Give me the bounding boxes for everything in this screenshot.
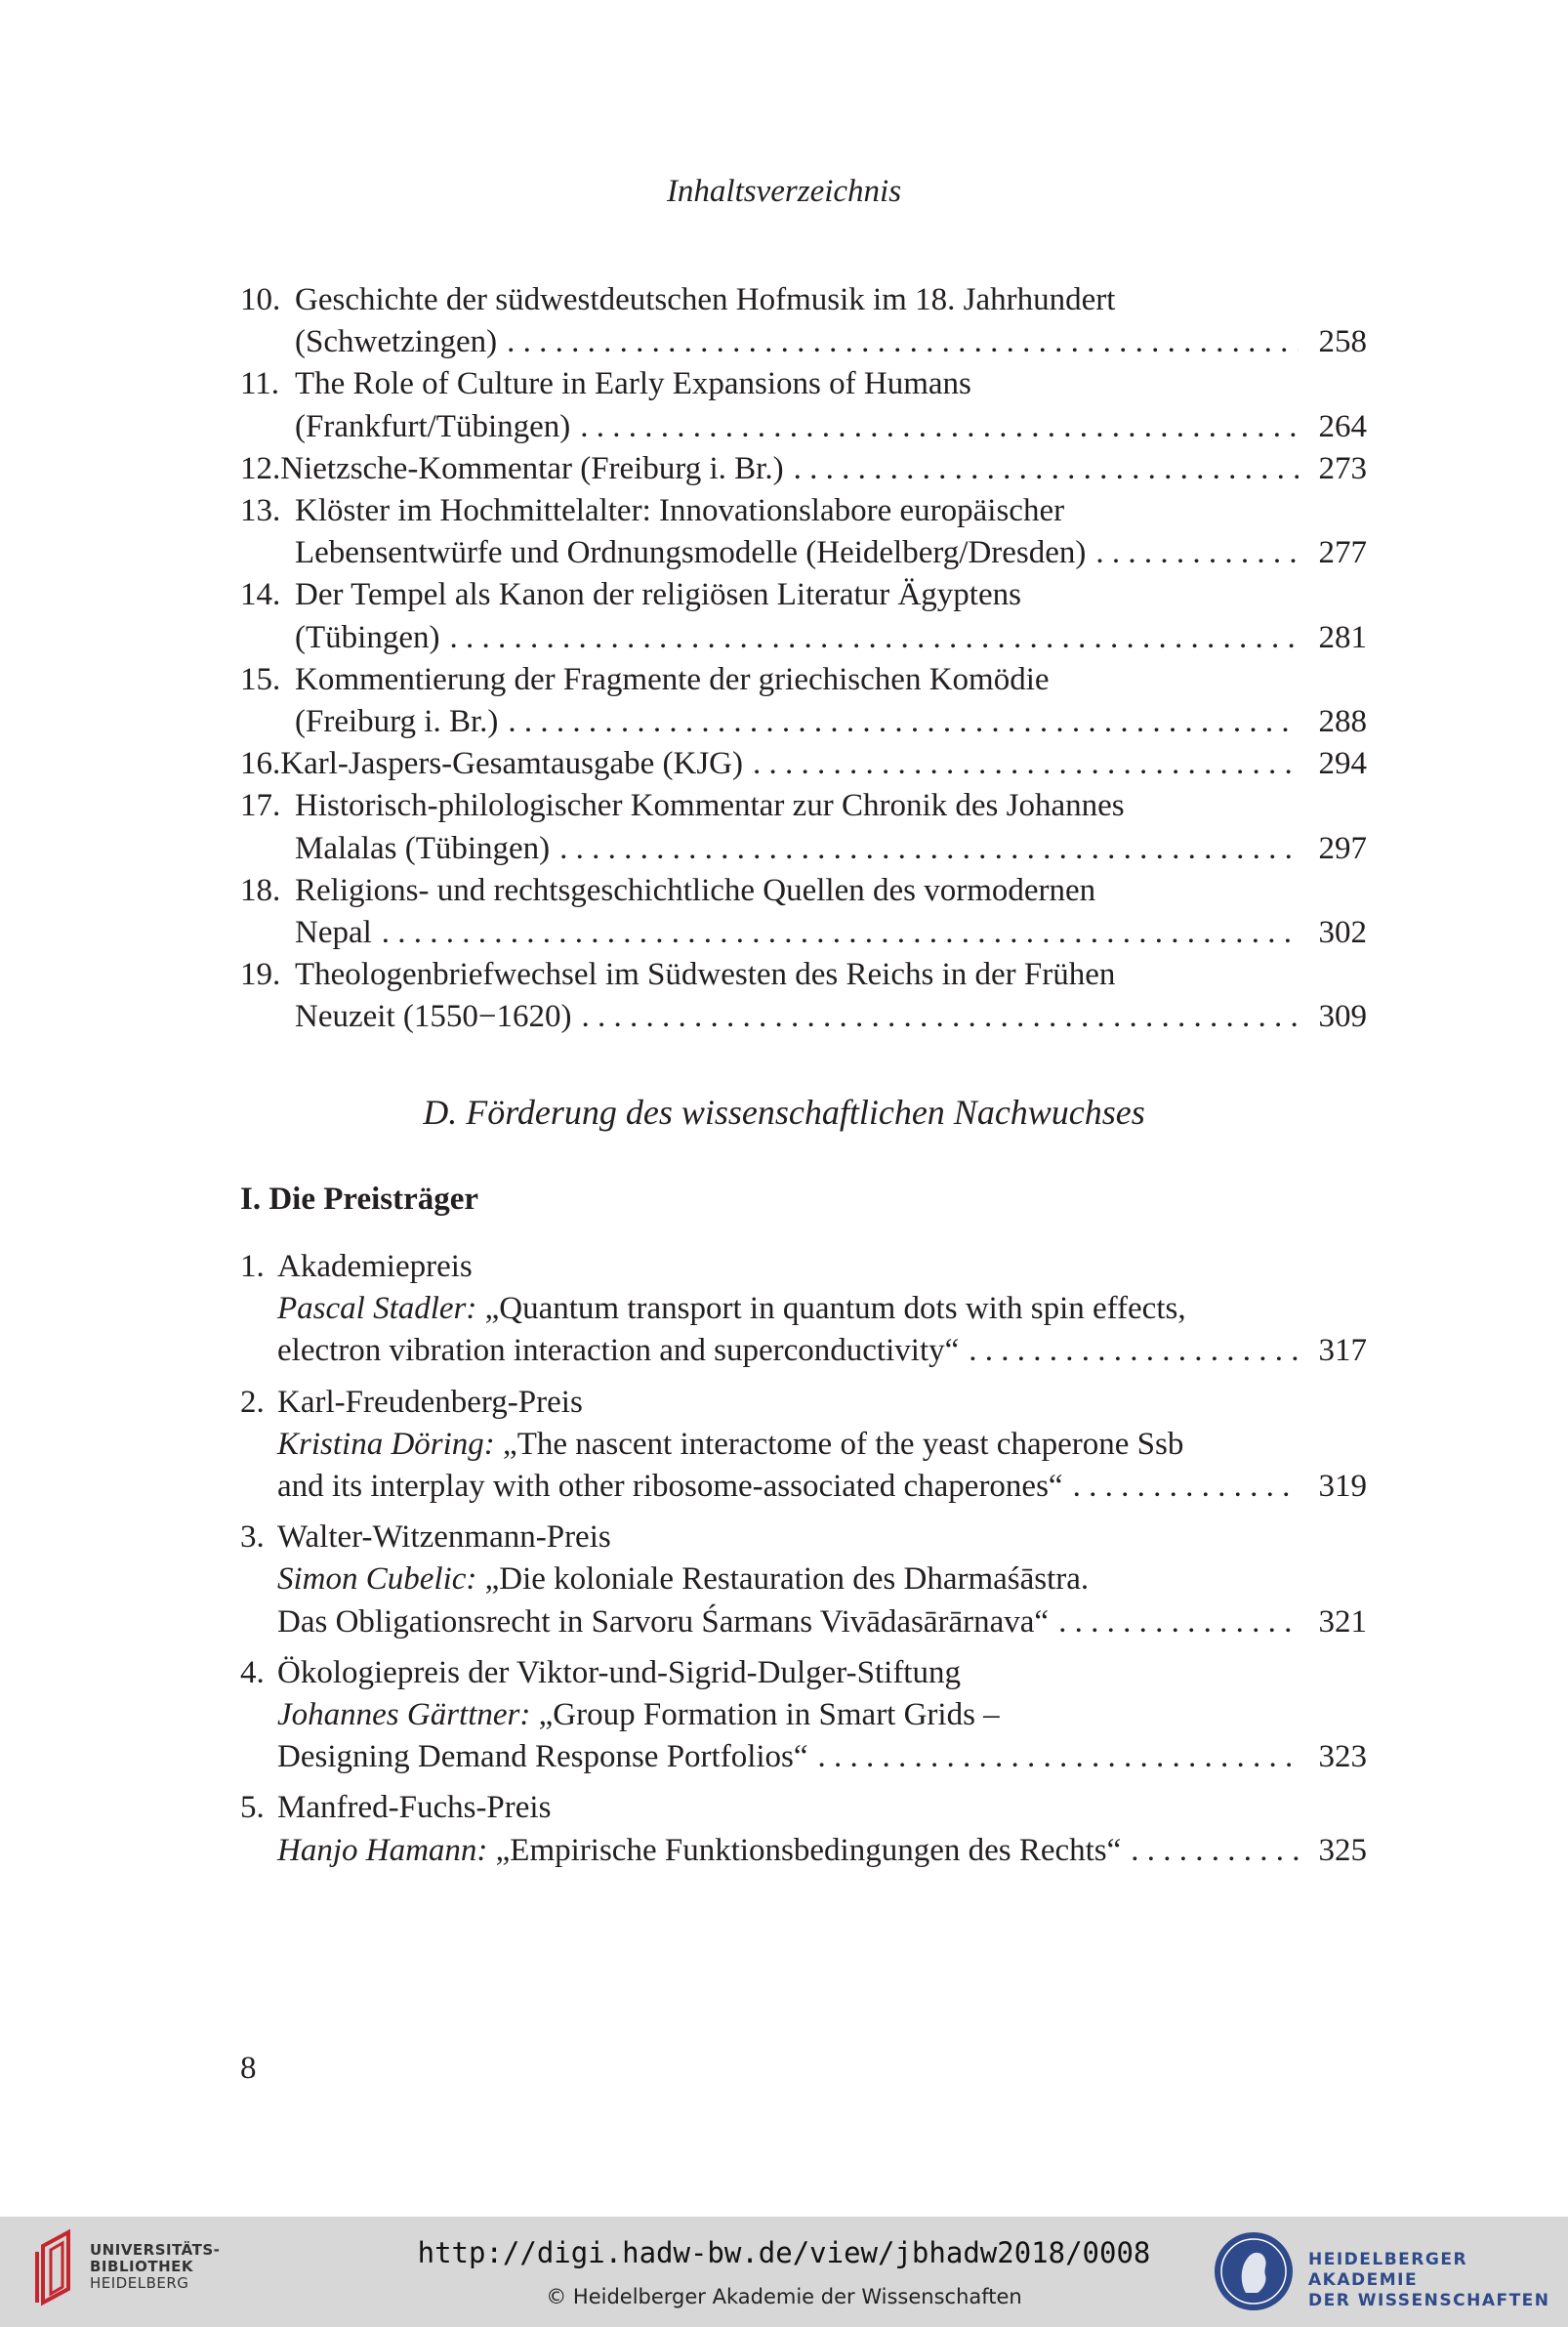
toc-entry[interactable] <box>240 279 1367 363</box>
dot-leader <box>959 1330 1299 1372</box>
prize-work-line <box>277 1558 1367 1600</box>
toc-entry-title: Theologenbriefwechsel im Südwesten des Reichs in der Frühen <box>295 957 1116 993</box>
toc-entry-number: 10. <box>240 282 281 317</box>
toc-entry-title: Nietzsche-Kommentar (Freiburg i. Br.) <box>280 450 784 486</box>
dot-leader <box>1049 1601 1299 1643</box>
academy-name-line-2: DER WISSENSCHAFTEN <box>1308 2291 1550 2310</box>
toc-entry-number: 16. <box>240 746 281 782</box>
library-name-line-2: BIBLIOTHEK <box>90 2258 193 2275</box>
toc-page-number: 258 <box>1318 324 1367 360</box>
dot-leader <box>372 912 1299 954</box>
prize-author: Hanjo Hamann: <box>277 1832 488 1868</box>
prize-body <box>240 1288 1367 1372</box>
toc-entry-title: Klöster im Hochmittelalter: Innovationslabore europäischer <box>295 493 1065 529</box>
toc-entry-last-line <box>240 448 1367 490</box>
toc-entry-title: Neuzeit (1550−1620) <box>295 999 572 1035</box>
dot-leader <box>1086 532 1299 574</box>
prize-title: Ökologiepreis der Viktor-und-Sigrid-Dulger-Stiftung <box>277 1654 961 1690</box>
toc-entry-line <box>240 785 1367 827</box>
page-number: 8 <box>240 2051 257 2086</box>
toc-entry-title: Karl-Jaspers-Gesamtausgabe (KJG) <box>280 746 743 782</box>
dot-leader <box>571 996 1299 1038</box>
prize-work-title: Designing Demand Response Portfolios“ <box>277 1739 808 1775</box>
prize-number: 5. <box>240 1790 265 1826</box>
toc-entry[interactable] <box>240 870 1367 954</box>
prize-title: Manfred-Fuchs-Preis <box>277 1790 552 1826</box>
prize-work-title: electron vibration interaction and superconductivity“ <box>277 1333 960 1369</box>
dot-leader <box>498 701 1299 743</box>
toc-entry[interactable] <box>240 743 1367 785</box>
prize-page-number: 323 <box>1318 1739 1367 1775</box>
toc-entry-number: 19. <box>240 957 281 993</box>
prize-list <box>240 1246 1367 1881</box>
library-name-line-1: UNIVERSITÄTS- <box>90 2241 221 2259</box>
toc-entry-title: (Freiburg i. Br.) <box>295 704 499 740</box>
dot-leader <box>808 1736 1299 1778</box>
prize-work-title: „Quantum transport in quantum dots with spin effects, <box>484 1291 1186 1327</box>
prize-title-line <box>240 1787 1367 1829</box>
prize-title-line <box>240 1652 1367 1694</box>
prize-title: Karl-Freudenberg-Preis <box>277 1384 583 1420</box>
toc-page-number: 273 <box>1318 450 1367 486</box>
prize-author: Kristina Döring: <box>277 1426 495 1462</box>
toc-entry-last-line <box>240 321 1367 363</box>
toc-entry-title: The Role of Culture in Early Expansions of Humans <box>295 366 971 402</box>
toc-entry-title: (Frankfurt/Tübingen) <box>295 408 571 444</box>
dot-leader <box>1063 1466 1299 1508</box>
toc-entry-title: Malalas (Tübingen) <box>295 830 551 866</box>
prize-title-line <box>240 1382 1367 1424</box>
toc-entry-line <box>240 574 1367 616</box>
toc-entry-number: 12. <box>240 450 281 486</box>
academy-seal-icon <box>1211 2228 1297 2314</box>
running-head: Inhaltsverzeichnis <box>666 174 902 209</box>
prize-body <box>240 1558 1367 1642</box>
prize-page-number: 321 <box>1318 1603 1367 1640</box>
prize-page-number: 325 <box>1318 1832 1367 1868</box>
toc-entry-last-line <box>240 532 1367 574</box>
toc-entry-title: Lebensentwürfe und Ordnungsmodelle (Heidelberg/Dresden) <box>295 535 1087 571</box>
toc-page-number: 264 <box>1318 408 1367 444</box>
prize-entry[interactable] <box>240 1652 1367 1779</box>
prize-entry[interactable] <box>240 1517 1367 1643</box>
toc-entry-number: 15. <box>240 661 281 697</box>
prize-author: Simon Cubelic: <box>277 1561 477 1598</box>
prize-body <box>240 1694 1367 1778</box>
toc-entry-title: Religions- und rechtsgeschichtliche Quellen des vormodernen <box>295 872 1096 908</box>
prize-work-line <box>277 1424 1367 1466</box>
toc-entry-number: 13. <box>240 493 281 529</box>
toc-entry-last-line <box>240 701 1367 743</box>
prize-author: Johannes Gärttner: <box>277 1697 531 1733</box>
toc-entry-number: 18. <box>240 872 281 908</box>
prize-work-last-line <box>277 1466 1367 1508</box>
footer-bar <box>0 2217 1568 2327</box>
library-name-line-3: HEIDELBERG <box>90 2274 189 2292</box>
toc-page-number: 277 <box>1318 535 1367 571</box>
toc-entry-last-line <box>240 406 1367 448</box>
dot-leader <box>784 448 1299 490</box>
toc-page-number: 281 <box>1318 619 1367 655</box>
toc-entry-title: Kommentierung der Fragmente der griechischen Komödie <box>295 661 1050 697</box>
prize-work-title: „Die koloniale Restauration des Dharmaśāstra. <box>484 1561 1090 1598</box>
toc-entry[interactable] <box>240 954 1367 1038</box>
toc-entry-title: (Schwetzingen) <box>295 324 498 360</box>
copyright-text: © Heidelberger Akademie der Wissenschaften <box>546 2285 1022 2308</box>
toc-entry-line <box>240 490 1367 532</box>
prize-work-line <box>277 1694 1367 1736</box>
toc-entry-title: Der Tempel als Kanon der religiösen Literatur Ägyptens <box>295 577 1021 613</box>
prize-number: 2. <box>240 1384 265 1420</box>
prize-entry[interactable] <box>240 1382 1367 1509</box>
prize-work-last-line <box>277 1830 1367 1872</box>
prize-body <box>240 1424 1367 1508</box>
toc-entry-line <box>240 279 1367 321</box>
toc-entry-last-line <box>240 743 1367 785</box>
prize-title: Akademiepreis <box>277 1249 473 1284</box>
toc-entry-number: 11. <box>240 366 280 402</box>
toc-entry-number: 14. <box>240 577 281 613</box>
prize-work-last-line <box>277 1601 1367 1643</box>
toc-entry-title: Nepal <box>295 915 372 951</box>
prize-work-title: Das Obligationsrecht in Sarvoru Śarmans Vivādasārārnava“ <box>277 1603 1050 1640</box>
toc-entry[interactable] <box>240 490 1367 574</box>
prize-number: 3. <box>240 1519 265 1556</box>
prize-body <box>240 1830 1367 1872</box>
toc-entry-last-line <box>240 828 1367 870</box>
dot-leader <box>1121 1830 1299 1872</box>
toc-entry-line <box>240 363 1367 405</box>
prize-page-number: 319 <box>1318 1469 1367 1505</box>
toc-page-number: 288 <box>1318 704 1367 740</box>
prize-entry[interactable] <box>240 1787 1367 1871</box>
dot-leader <box>570 406 1299 448</box>
toc-entry[interactable] <box>240 363 1367 447</box>
academy-name <box>1308 2250 1568 2311</box>
prize-work-line <box>277 1288 1367 1330</box>
toc-entry[interactable] <box>240 574 1367 658</box>
prize-number: 1. <box>240 1249 265 1284</box>
prize-work-last-line <box>277 1736 1367 1778</box>
prize-author: Pascal Stadler: <box>277 1291 477 1327</box>
prize-title: Walter-Witzenmann-Preis <box>277 1519 611 1556</box>
prize-work-last-line <box>277 1330 1367 1372</box>
toc-entry[interactable] <box>240 448 1367 490</box>
prize-title-line <box>240 1517 1367 1558</box>
toc-entry-title: Historisch-philologischer Kommentar zur Chronik des Johannes <box>295 788 1125 824</box>
prize-title-line <box>240 1246 1367 1288</box>
toc-entry-title: (Tübingen) <box>295 619 440 655</box>
toc-entry-last-line <box>240 996 1367 1038</box>
prize-entry[interactable] <box>240 1246 1367 1373</box>
prize-work-title: „Empirische Funktionsbedingungen des Rechts“ <box>495 1832 1122 1868</box>
toc-entry[interactable] <box>240 785 1367 869</box>
prize-work-title: „The nascent interactome of the yeast chaperone Ssb <box>503 1426 1184 1462</box>
section-heading: D. Förderung des wissenschaftlichen Nachwuchses <box>423 1093 1145 1132</box>
dot-leader <box>439 617 1299 659</box>
dot-leader <box>743 743 1299 785</box>
prize-page-number: 317 <box>1318 1333 1367 1369</box>
toc-entry-last-line <box>240 617 1367 659</box>
toc-entry-line <box>240 954 1367 996</box>
subheading: I. Die Preisträger <box>240 1182 479 1217</box>
dot-leader <box>550 828 1299 870</box>
prize-number: 4. <box>240 1654 265 1690</box>
toc-entry-title: Geschichte der südwestdeutschen Hofmusik im 18. Jahrhundert <box>295 282 1116 317</box>
toc-list <box>240 279 1367 1039</box>
toc-entry-line <box>240 659 1367 701</box>
toc-entry-line <box>240 870 1367 912</box>
toc-entry-number: 17. <box>240 788 281 824</box>
toc-page-number: 309 <box>1318 999 1367 1035</box>
toc-page-number: 302 <box>1318 915 1367 951</box>
toc-page-number: 297 <box>1318 830 1367 866</box>
toc-entry-last-line <box>240 912 1367 954</box>
source-url-link[interactable]: http://digi.hadw-bw.de/view/jbhadw2018/0008 <box>417 2236 1151 2269</box>
prize-work-title: and its interplay with other ribosome-associated chaperones“ <box>277 1469 1063 1505</box>
academy-name-line-1: HEIDELBERGER AKADEMIE <box>1308 2250 1468 2290</box>
toc-page-number: 294 <box>1318 746 1367 782</box>
toc-entry[interactable] <box>240 659 1367 743</box>
prize-work-title: „Group Formation in Smart Grids – <box>538 1697 1000 1733</box>
dot-leader <box>497 321 1299 363</box>
